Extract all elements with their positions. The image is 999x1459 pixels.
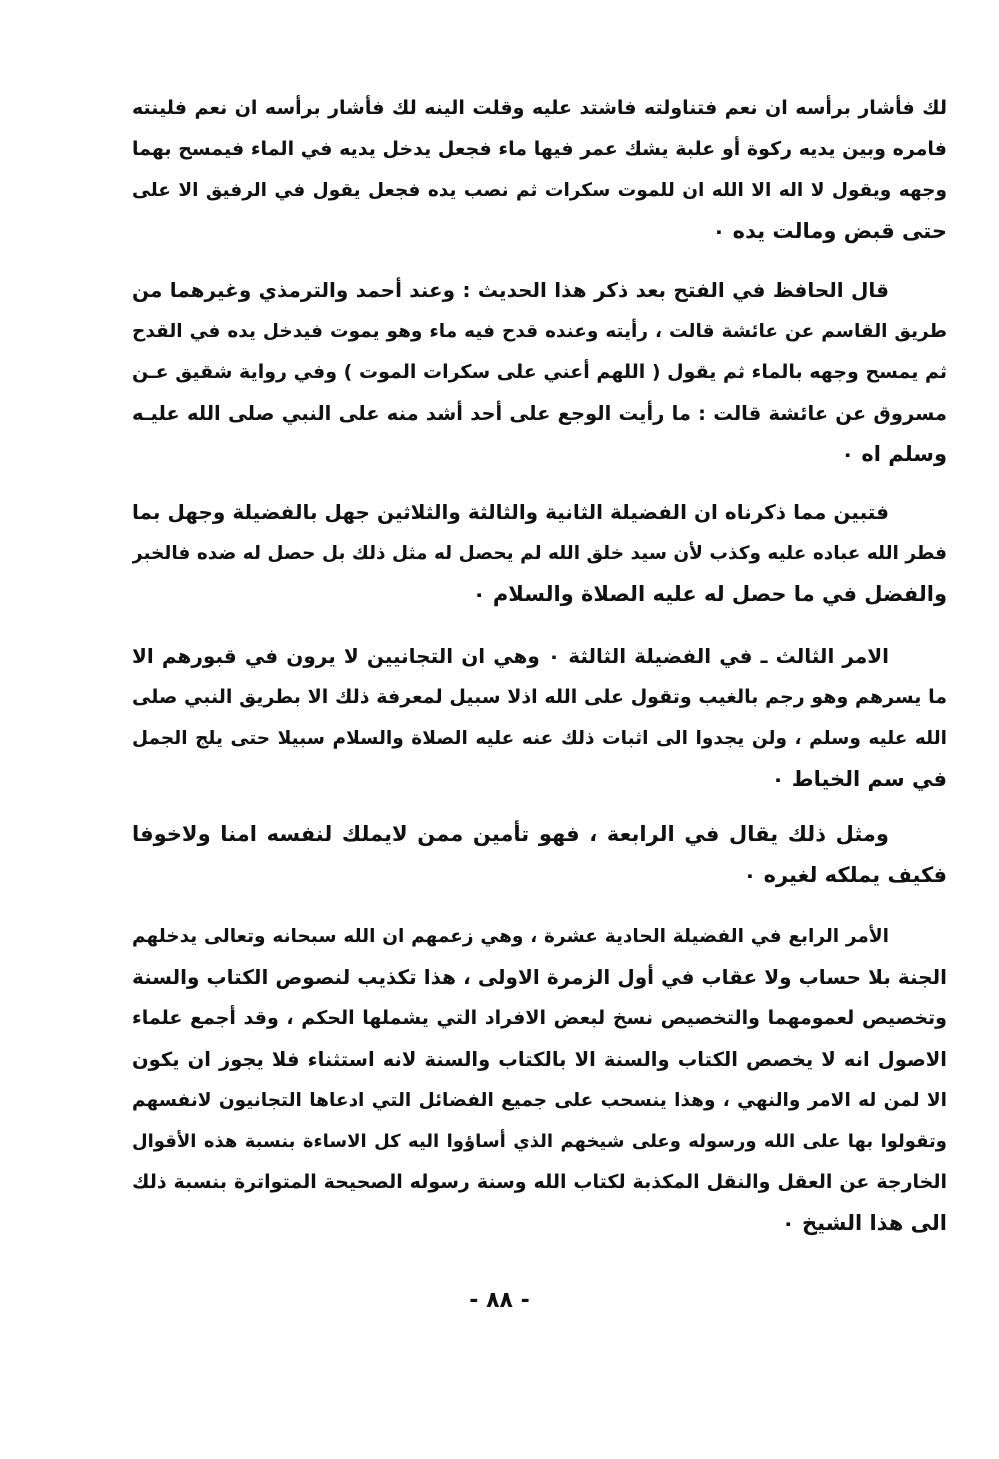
text-line: حتى قبض ومالت يده ٠ (712, 219, 947, 243)
text-line: الخارجة عن العقل والنقل المكذبة لكتاب الله وسنة رسوله الصحيحة المتواترة بنسبة ذلك (132, 1171, 947, 1193)
text-line: الله عليه وسلم ، ولن يجدوا الى اثبات ذلك عنه عليه الصلاة والسلام سبيلا حتى يلج الجمل (132, 728, 947, 749)
text-line: والفضل في ما حصل له عليه الصلاة والسلام ٠ (472, 582, 947, 606)
text-line: الامر الثالث ـ في الفضيلة الثالثة ٠ وهي ان التجانيين لا يرون في قبورهم الا (132, 644, 889, 668)
text-line: وجهه ويقول لا اله الا الله ان للموت سكرات ثم نصب يده فجعل يقول في الرفيق الا على (132, 180, 947, 201)
paragraph-5 (132, 814, 947, 896)
text-line: طريق القاسم عن عائشة قالت ، رأيته وعنده قدح فيه ماء وهو يموت فيدخل يده في القدح (132, 321, 947, 342)
text-line: لك فأشار برأسه ان نعم فتناولته فاشتد عليه وقلت الينه لك فأشار برأسه ان نعم فلينته (132, 97, 947, 119)
paragraph-4 (132, 636, 947, 800)
paragraph-3 (132, 492, 947, 615)
text-line: وتقولوا بها على الله ورسوله وعلى شيخهم الذي أساؤوا اليه كل الاساءة بنسبة هذه الأقوال (132, 1131, 947, 1152)
paragraph-2 (132, 270, 947, 475)
paragraph-1 (132, 88, 947, 252)
text-line: ما يسرهم وهو رجم بالغيب وتقول على الله اذلا سبيل لمعرفة ذلك الا بطريق النبي صلى (132, 686, 947, 708)
text-line: فامره وبين يديه ركوة أو علبة يشك عمر فيها ماء فجعل يدخل يديه في الماء فيمسح بهما (132, 138, 947, 160)
text-line: فتبين مما ذكرناه ان الفضيلة الثانية والثالثة والثلاثين جهل بالفضيلة وجهل بما (132, 500, 889, 524)
text-line: الاصول انه لا يخصص الكتاب والسنة الا بالكتاب والسنة لانه استثناء فلا يجوز ان يكون (132, 1048, 947, 1071)
text-line: الا لمن له الامر والنهي ، وهذا ينسحب على جميع الفضائل التي ادعاها التجانيون لانفسهم (132, 1090, 947, 1111)
text-line: وتخصيص لعمومهما والتخصيص نسخ لبعض الافراد التي يشملها الحكم ، وقد أجمع علماء (132, 1007, 947, 1029)
text-line: قال الحافظ في الفتح بعد ذكر هذا الحديث : وعند أحمد والترمذي وغيرهما من (132, 278, 889, 302)
text-line: الجنة بلا حساب ولا عقاب في أول الزمرة الاولى ، هذا تكذيب لنصوص الكتاب والسنة (132, 965, 947, 989)
text-line: الأمر الرابع في الفضيلة الحادية عشرة ، وهي زعمهم ان الله سبحانه وتعالى يدخلهم (132, 926, 889, 947)
page-number: - ٨٨ - (469, 1288, 530, 1313)
text-line: فطر الله عباده عليه وكذب لأن سيد خلق الله لم يحصل له مثل ذلك بل حصل له ضده فالخبر (132, 543, 947, 564)
text-line: فكيف يملكه لغيره ٠ (743, 863, 947, 887)
text-line: الى هذا الشيخ ٠ (781, 1211, 947, 1235)
text-line: وسلم اه ٠ (841, 442, 947, 466)
text-line: ومثل ذلك يقال في الرابعة ، فهو تأمين ممن لايملك لنفسه امنا ولاخوفا (132, 822, 889, 846)
text-line: مسروق عن عائشة قالت : ما رأيت الوجع على أحد أشد منه على النبي صلى الله عليـه (132, 402, 947, 425)
text-line: ثم يمسح وجهه بالماء ثم يقول ( اللهم أعني على سكرات الموت ) وفي رواية شقيق عـن (132, 361, 947, 383)
paragraph-6 (132, 916, 947, 1244)
text-line: في سم الخياط ٠ (771, 767, 947, 791)
